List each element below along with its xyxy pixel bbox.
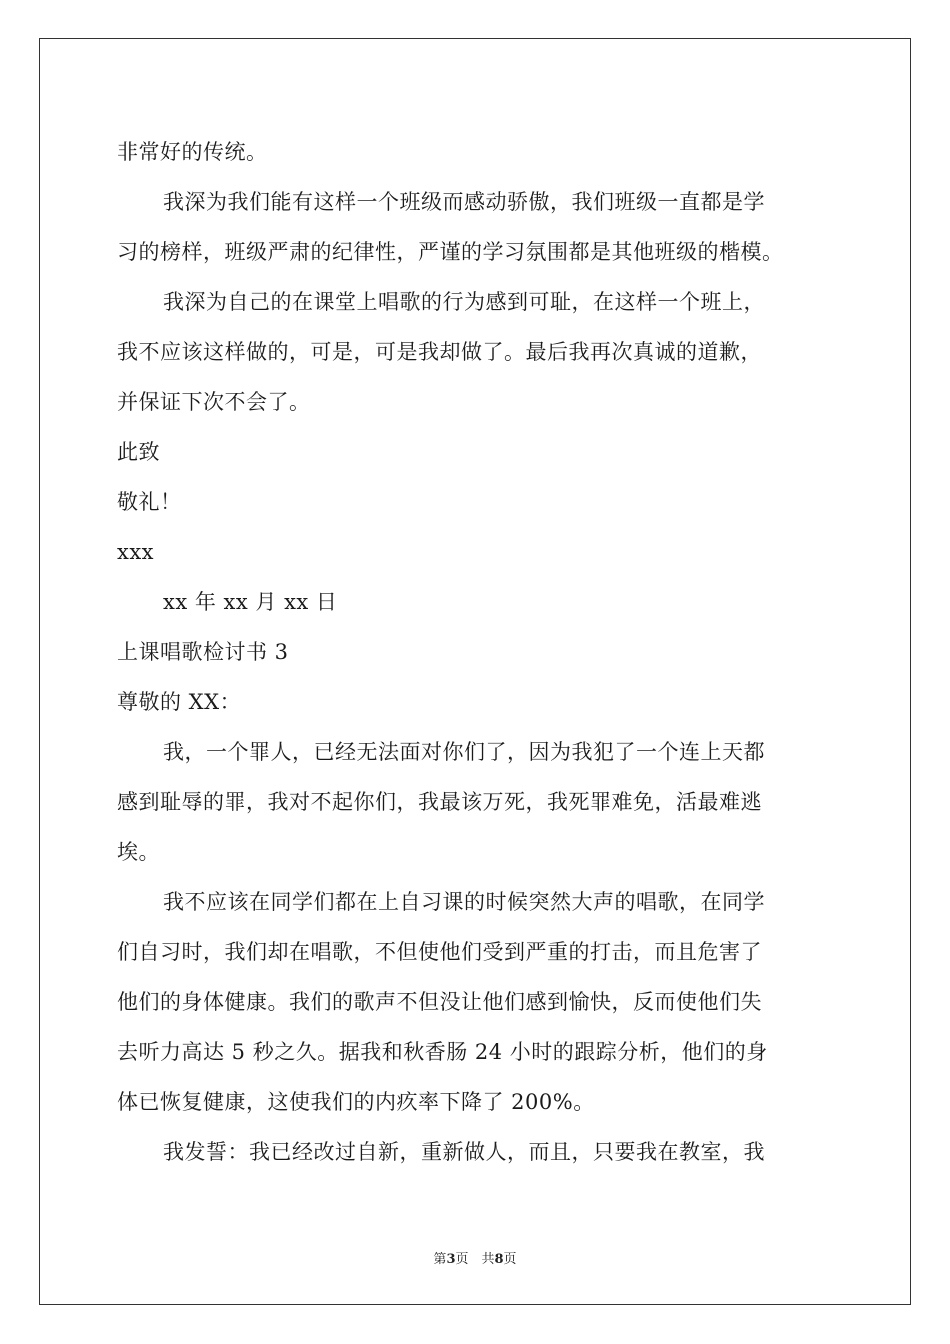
page-mid: 页 共: [455, 1252, 495, 1267]
signature: xxx: [117, 540, 155, 564]
paragraph-line: 们自习时，我们却在唱歌，不但使他们受到严重的打击，而且危害了: [117, 940, 762, 964]
paragraph-line: 我不应该在同学们都在上自习课的时候突然大声的唱歌，在同学: [163, 890, 765, 914]
paragraph-line: 并保证下次不会了。: [117, 390, 311, 414]
paragraph-line: 非常好的传统。: [117, 140, 268, 164]
paragraph-line: 我深为自己的在课堂上唱歌的行为感到可耻，在这样一个班上，: [163, 290, 765, 314]
paragraph-line: 我深为我们能有这样一个班级而感动骄傲，我们班级一直都是学: [163, 190, 765, 214]
page-footer: [0, 1248, 950, 1267]
page-current: 3: [446, 1252, 456, 1267]
paragraph-line: 感到耻辱的罪，我对不起你们，我最该万死，我死罪难免，活最难逃: [117, 790, 762, 814]
paragraph-line: 习的榜样，班级严肃的纪律性，严谨的学习氛围都是其他班级的楷模。: [117, 240, 784, 264]
paragraph-line: 我发誓：我已经改过自新，重新做人，而且，只要我在教室，我: [163, 1140, 765, 1164]
paragraph-line: 体已恢复健康，这使我们的内疚率下降了 200%。: [117, 1090, 595, 1114]
page-total: 8: [494, 1252, 504, 1267]
greeting: 尊敬的 XX：: [117, 690, 242, 714]
page-prefix: 第: [433, 1252, 447, 1267]
closing-respect: 敬礼！: [117, 490, 182, 514]
document-body: [117, 127, 852, 1177]
closing-salutation: 此致: [117, 440, 160, 464]
paragraph-line: 我不应该这样做的，可是，可是我却做了。最后我再次真诚的道歉，: [117, 340, 762, 364]
paragraph-line: 他们的身体健康。我们的歌声不但没让他们感到愉快，反而使他们失: [117, 990, 762, 1014]
paragraph-line: 埃。: [117, 840, 160, 864]
date-line: xx 年 xx 月 xx 日: [163, 590, 338, 614]
paragraph-line: 我，一个罪人，已经无法面对你们了，因为我犯了一个连上天都: [163, 740, 765, 764]
paragraph-line: 去听力高达 5 秒之久。据我和秋香肠 24 小时的跟踪分析，他们的身: [117, 1040, 768, 1064]
page-suffix: 页: [503, 1252, 517, 1267]
section-title: 上课唱歌检讨书 3: [117, 640, 289, 664]
